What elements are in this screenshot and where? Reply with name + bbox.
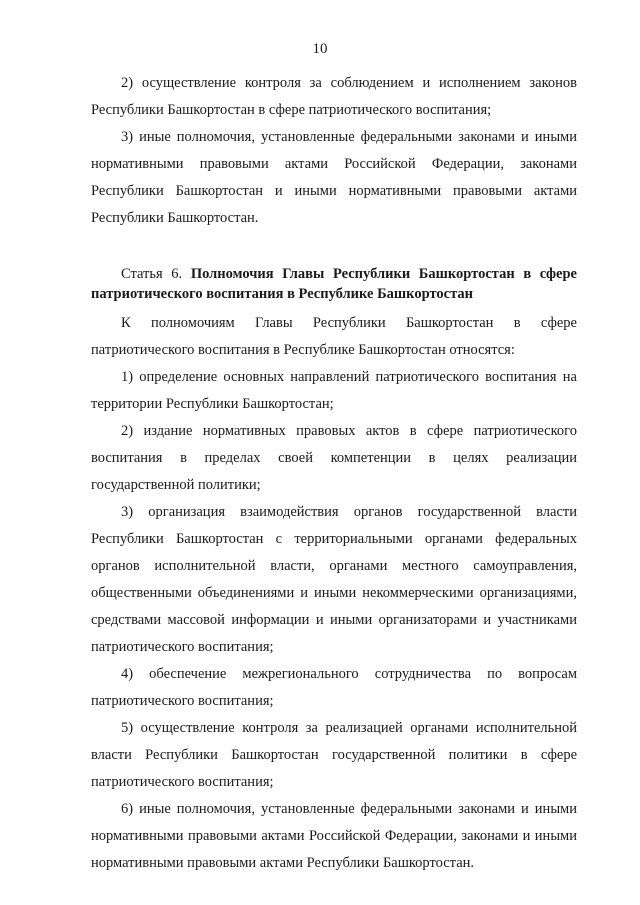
article-title: Полномочия Главы Республики Башкортостан в сфере патриотического воспитания в Республике Башкортостан	[91, 266, 577, 302]
paragraph-item-3: 3) иные полномочия, установленные федеральными законами и иными нормативными правовыми актами Российской Федерации, законами Республики Башкортостан и иными нормативными правовыми актами Республики Башкортостан.	[91, 129, 577, 226]
page-number: 10	[312, 41, 328, 57]
article-intro-paragraph: К полномочиям Главы Республики Башкортостан в сфере патриотического воспитания в Республике Башкортостан относятся:	[91, 315, 577, 358]
article-heading	[91, 264, 577, 304]
article-item-5: 5) осуществление контроля за реализацией органами исполнительной власти Республики Башкортостан государственной политики в сфере патриотического воспитания;	[91, 720, 577, 790]
paragraph-item-2: 2) осуществление контроля за соблюдением и исполнением законов Республики Башкортостан в сфере патриотического воспитания;	[91, 75, 577, 118]
article-number: Статья 6.	[121, 266, 183, 282]
article-item-4: 4) обеспечение межрегионального сотрудничества по вопросам патриотического воспитания;	[91, 666, 577, 709]
article-item-1: 1) определение основных направлений патриотического воспитания на территории Республики Башкортостан;	[91, 369, 577, 412]
article-item-2: 2) издание нормативных правовых актов в сфере патриотического воспитания в пределах своей компетенции в целях реализации государственной политики;	[91, 423, 577, 493]
section-spacer	[91, 232, 577, 264]
document-body	[91, 70, 577, 877]
article-item-6: 6) иные полномочия, установленные федеральными законами и иными нормативными правовыми актами Российской Федерации, законами и иными нормативными правовыми актами Республики Башкортостан.	[91, 801, 577, 871]
article-item-3: 3) организация взаимодействия органов государственной власти Республики Башкортостан с территориальными органами федеральных органов исполнительной власти, органами местного самоуправления, общественными объединениями и иными некоммерческими организациями, средствами массовой информации и иными организаторами и участниками патриотического воспитания;	[91, 504, 577, 655]
